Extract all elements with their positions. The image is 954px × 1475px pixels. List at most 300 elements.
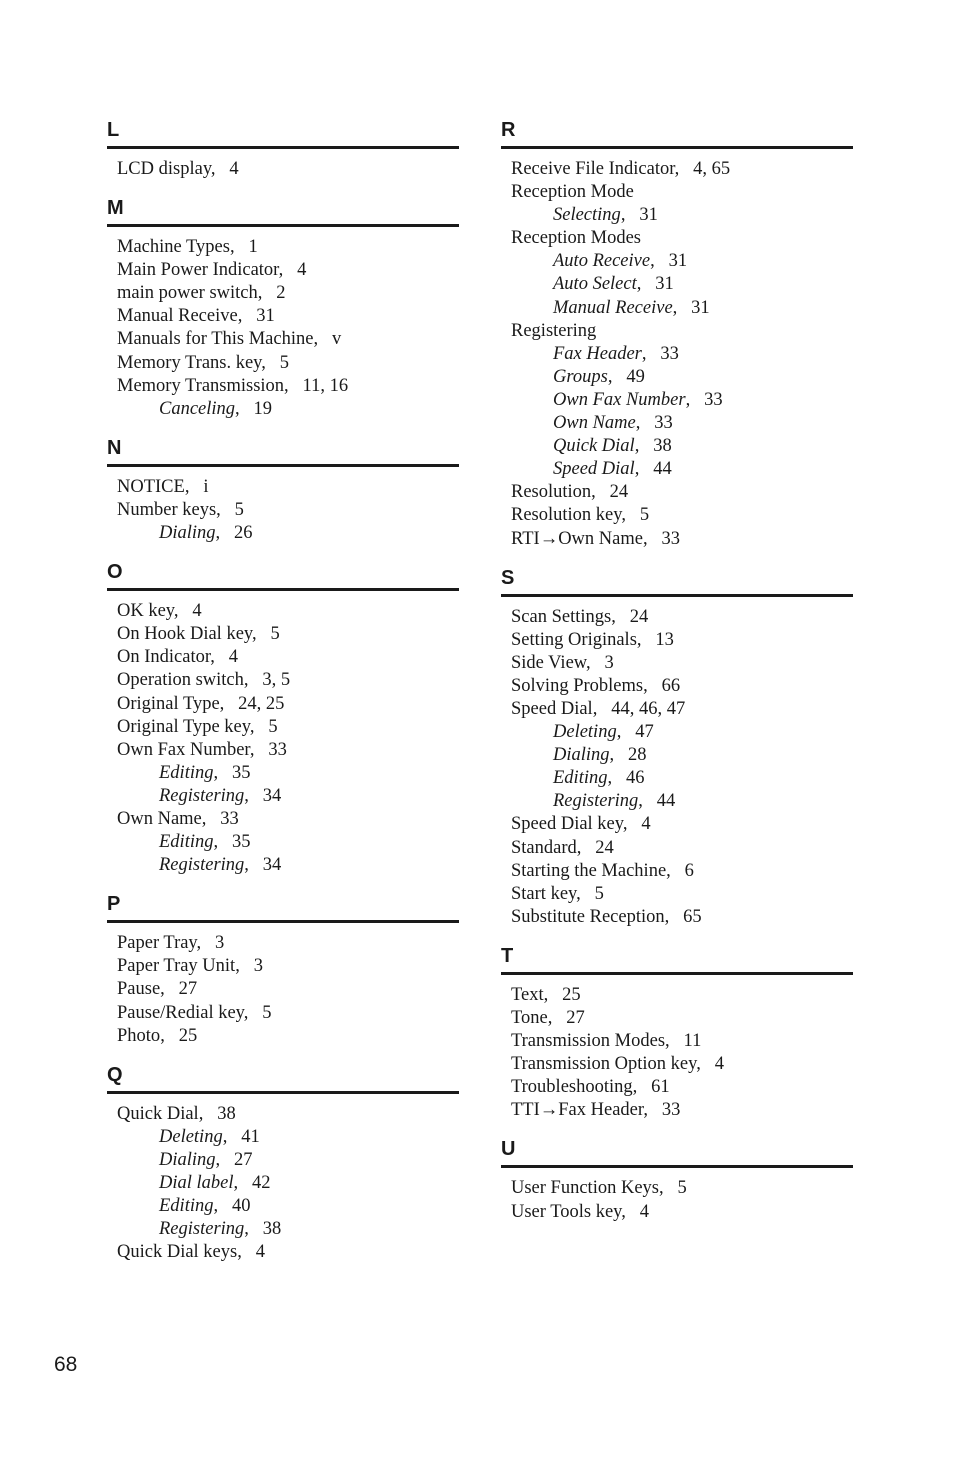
entry-term: Own Fax Number: [553, 389, 686, 410]
entry-page-refs: 4: [229, 159, 239, 179]
entry-page-refs: 33: [704, 389, 723, 410]
index-subentry: [501, 297, 853, 320]
entry-separator: ,: [210, 647, 229, 668]
index-subentry: [501, 721, 853, 744]
index-subentry: [501, 435, 853, 458]
entry-separator: ,: [685, 389, 705, 410]
index-entry: [501, 629, 853, 652]
index-subentry: [107, 831, 459, 854]
index-entry: [107, 739, 459, 762]
entry-separator: ,: [634, 459, 654, 480]
entry-separator: ,: [591, 482, 610, 503]
index-entry: [501, 606, 853, 629]
index-subentry: [501, 412, 853, 435]
entry-term: Paper Tray: [117, 933, 197, 954]
entry-separator: ,: [592, 698, 612, 719]
entry-term: Memory Transmission: [117, 375, 285, 396]
entry-term: Editing: [553, 768, 608, 789]
index-entry: [501, 883, 853, 906]
section-letter: O: [107, 561, 123, 584]
index-entry: [107, 646, 459, 669]
index-subentry: [501, 744, 853, 767]
index-entry-list: [107, 923, 459, 1059]
entry-separator: ,: [643, 1100, 662, 1121]
entry-page-refs: 33: [220, 808, 239, 829]
entry-term: Quick Dial keys: [117, 1242, 238, 1263]
entry-separator: ,: [213, 1196, 232, 1217]
entry-page-refs: 19: [253, 398, 273, 419]
entry-term: Resolution: [511, 482, 592, 503]
entry-term: Pause/Redial key: [117, 1002, 244, 1023]
entry-page-refs: 4: [714, 1054, 724, 1075]
entry-separator: ,: [243, 670, 263, 691]
entry-term: Registering: [511, 320, 597, 341]
entry-separator: ,: [244, 855, 263, 876]
index-subentry: [107, 1172, 459, 1195]
entry-page-refs: 5: [270, 624, 280, 645]
index-entry: [107, 623, 459, 646]
index-section: [107, 433, 459, 557]
entry-term: Text: [511, 984, 544, 1005]
entry-page-refs: 33: [661, 528, 680, 549]
entry-separator: ,: [216, 499, 235, 520]
entry-term: Number keys: [117, 499, 217, 520]
entry-term: Setting Originals: [511, 629, 637, 650]
index-entry: [107, 978, 459, 1001]
index-entry: [501, 652, 853, 675]
index-section: [107, 115, 459, 193]
entry-page-refs: v: [331, 329, 342, 350]
index-entry: [107, 1002, 459, 1025]
entry-separator: ,: [643, 675, 662, 696]
entry-term: Own Fax Number: [117, 739, 250, 760]
entry-separator: ,: [616, 722, 636, 743]
entry-term: Groups: [553, 366, 608, 387]
entry-separator: ,: [664, 906, 684, 927]
entry-separator: ,: [278, 260, 298, 281]
entry-separator: ,: [213, 832, 232, 853]
entry-page-refs: 66: [661, 675, 681, 696]
entry-separator: ,: [576, 883, 595, 904]
entry-term: Dialing: [159, 523, 216, 544]
entry-separator: ,: [235, 956, 254, 977]
entry-page-refs: 40: [231, 1196, 251, 1217]
entry-separator: ,: [222, 1126, 242, 1147]
entry-term: Auto Receive: [553, 251, 651, 272]
index-subentry: [107, 398, 459, 421]
entry-term: Start key: [511, 883, 577, 904]
index-subentry: [501, 343, 853, 366]
index-entry: [107, 352, 459, 375]
index-section: [107, 889, 459, 1059]
index-subentry: [501, 204, 853, 227]
entry-separator: ,: [249, 739, 269, 760]
entry-page-refs: 35: [231, 832, 251, 853]
entry-page-refs: 33: [661, 1100, 681, 1121]
index-entry: [107, 716, 459, 739]
index-entry: [107, 158, 459, 181]
entry-page-refs: 46: [625, 768, 645, 789]
entry-term: TTI→Fax Header: [511, 1100, 644, 1121]
index-entry: [501, 984, 853, 1007]
entry-term: Quick Dial: [553, 436, 635, 457]
index-subentry: [107, 762, 459, 785]
entry-term: Quick Dial: [117, 1103, 199, 1124]
entry-page-refs: 11, 16: [302, 375, 349, 396]
index-column-left: [107, 115, 459, 1276]
entry-page-refs: 31: [256, 306, 275, 327]
entry-separator: ,: [237, 1242, 256, 1263]
entry-term: Own Name: [553, 413, 636, 434]
entry-term: Registering: [159, 785, 245, 806]
entry-page-refs: 25: [178, 1025, 198, 1046]
entry-page-refs: 47: [635, 722, 654, 743]
index-entry: [107, 1103, 459, 1126]
index-entry-list: [107, 149, 459, 193]
entry-separator: ,: [160, 1025, 179, 1046]
index-entry: [501, 528, 853, 551]
entry-separator: ,: [607, 768, 626, 789]
entry-page-refs: 33: [268, 739, 287, 760]
index-entry-list: [501, 149, 853, 563]
entry-term: Editing: [159, 762, 214, 783]
entry-separator: ,: [243, 1002, 263, 1023]
entry-term: Own Name: [117, 808, 202, 829]
section-letter: U: [501, 1138, 516, 1161]
index-subentry: [107, 522, 459, 545]
entry-page-refs: 3, 5: [262, 670, 291, 691]
index-section: [501, 563, 853, 941]
entry-separator: ,: [244, 1219, 263, 1240]
entry-page-refs: 38: [653, 436, 672, 457]
entry-separator: ,: [251, 624, 271, 645]
entry-page-refs: 3: [253, 956, 263, 977]
entry-separator: ,: [160, 979, 179, 1000]
entry-separator: ,: [184, 476, 204, 497]
entry-term: Memory Trans. key: [117, 352, 262, 373]
entry-page-refs: 44: [653, 459, 672, 480]
entry-separator: ,: [261, 352, 280, 373]
entry-page-refs: 27: [566, 1008, 585, 1028]
entry-term: Paper Tray Unit: [117, 956, 236, 977]
index-entry: [107, 693, 459, 716]
entry-page-refs: 24: [629, 606, 649, 627]
entry-term: Dial label: [159, 1173, 234, 1193]
section-letter: L: [107, 119, 120, 141]
section-letter: R: [501, 119, 516, 141]
index-entry: [107, 282, 459, 305]
entry-separator: ,: [210, 159, 230, 179]
entry-page-refs: 24, 25: [238, 693, 285, 714]
entry-term: OK key: [117, 601, 174, 622]
entry-page-refs: 4: [255, 1242, 265, 1263]
index-entry: [107, 1025, 459, 1048]
entry-term: Original Type key: [117, 716, 250, 737]
index-entry-list: [501, 597, 853, 941]
entry-separator: ,: [696, 1054, 715, 1075]
entry-page-refs: 3: [604, 652, 614, 673]
entry-term: Solving Problems: [511, 675, 644, 696]
index-entry: [107, 932, 459, 955]
entry-term: Manual Receive: [553, 297, 673, 318]
entry-page-refs: 38: [217, 1103, 236, 1124]
index-entry: [501, 481, 853, 504]
section-letter: N: [107, 436, 122, 459]
entry-term: main power switch: [117, 283, 258, 304]
section-letter: P: [107, 893, 121, 916]
index-subentry: [501, 767, 853, 790]
entry-separator: ,: [674, 159, 694, 179]
entry-term: Auto Select: [553, 274, 637, 295]
entry-page-refs: 4: [192, 601, 202, 622]
entry-page-refs: 6: [684, 860, 694, 881]
entry-separator: ,: [665, 1031, 684, 1052]
index-entry: [501, 181, 853, 204]
entry-term: Reception Modes: [511, 228, 641, 249]
index-column-right: [501, 115, 853, 1236]
entry-term: On Indicator: [117, 647, 211, 668]
index-entry: [107, 305, 459, 328]
index-entry: [107, 375, 459, 398]
entry-term: Registering: [553, 791, 639, 812]
entry-page-refs: 61: [651, 1077, 670, 1098]
index-entry: [501, 158, 853, 181]
index-entry-list: [501, 1168, 853, 1235]
entry-separator: ,: [622, 814, 642, 835]
entry-term: Speed Dial key: [511, 814, 623, 835]
entry-separator: ,: [666, 860, 685, 881]
entry-page-refs: 5: [594, 883, 604, 904]
entry-page-refs: 4: [228, 647, 239, 668]
entry-term: LCD display: [117, 159, 211, 179]
entry-separator: ,: [229, 237, 249, 258]
entry-separator: ,: [235, 398, 254, 419]
entry-separator: ,: [215, 1149, 235, 1170]
entry-page-refs: 41: [241, 1126, 260, 1147]
entry-page-refs: 3: [214, 933, 225, 954]
section-letter: S: [501, 566, 515, 589]
section-letter: T: [501, 944, 514, 967]
index-section: [107, 1060, 459, 1277]
entry-term: Scan Settings: [511, 606, 612, 627]
entry-term: Main Power Indicator: [117, 260, 279, 281]
entry-separator: ,: [237, 306, 257, 327]
entry-separator: ,: [213, 762, 232, 783]
index-subentry: [501, 250, 853, 273]
index-subentry: [501, 389, 853, 412]
entry-page-refs: 26: [234, 523, 253, 544]
index-section: [501, 115, 853, 563]
entry-separator: ,: [201, 808, 221, 829]
entry-term: Starting the Machine: [511, 860, 667, 881]
entry-page-refs: 5: [279, 352, 289, 373]
index-entry: [107, 236, 459, 259]
entry-page-refs: 5: [268, 716, 278, 737]
entry-term: Transmission Option key: [511, 1054, 697, 1075]
entry-term: Deleting: [159, 1126, 223, 1147]
entry-separator: ,: [547, 1008, 567, 1028]
index-entry-list: [501, 975, 853, 1135]
entry-term: Receive File Indicator: [511, 159, 675, 179]
index-entry: [501, 504, 853, 527]
entry-term: Side View: [511, 652, 586, 673]
index-entry: [107, 808, 459, 831]
index-entry: [107, 600, 459, 623]
entry-separator: ,: [621, 1201, 640, 1222]
entry-separator: ,: [313, 329, 332, 350]
index-entry-list: [107, 591, 459, 889]
index-entry: [107, 669, 459, 692]
entry-page-refs: 5: [677, 1178, 687, 1199]
entry-page-refs: 4: [297, 260, 307, 281]
entry-term: Manuals for This Machine: [117, 329, 314, 350]
entry-separator: ,: [215, 523, 235, 544]
entry-separator: ,: [658, 1178, 678, 1199]
index-entry: [107, 259, 459, 282]
entry-page-refs: 31: [639, 205, 658, 226]
entry-separator: ,: [611, 606, 630, 627]
entry-term: Substitute Reception: [511, 906, 665, 927]
entry-page-refs: 4, 65: [693, 159, 731, 179]
index-entry: [107, 328, 459, 351]
entry-page-refs: 44: [656, 791, 676, 812]
entry-term: Pause: [117, 979, 161, 1000]
entry-term: Dialing: [159, 1149, 216, 1170]
index-subentry: [107, 854, 459, 877]
index-section: [501, 941, 853, 1135]
page-number: 68: [54, 1353, 78, 1376]
entry-term: Reception Mode: [511, 182, 634, 203]
entry-page-refs: 34: [262, 785, 282, 806]
entry-page-refs: 4: [641, 814, 651, 835]
entry-term: NOTICE: [117, 476, 185, 497]
entry-separator: ,: [284, 375, 303, 396]
entry-separator: ,: [609, 745, 629, 766]
entry-term: Selecting: [553, 205, 621, 226]
entry-term: Registering: [159, 1219, 245, 1240]
entry-separator: ,: [233, 1173, 253, 1193]
entry-term: Original Type: [117, 693, 220, 714]
entry-term: Fax Header: [553, 343, 642, 364]
index-entry: [501, 1177, 853, 1200]
index-entry: [501, 227, 853, 250]
index-entry: [501, 906, 853, 929]
entry-term: Standard: [511, 837, 577, 858]
entry-separator: ,: [543, 984, 563, 1005]
index-entry: [501, 675, 853, 698]
entry-term: User Function Keys: [511, 1178, 659, 1199]
entry-page-refs: 31: [691, 297, 710, 318]
entry-separator: ,: [219, 693, 239, 714]
index-entry: [501, 1201, 853, 1224]
index-entry: [107, 476, 459, 499]
index-subentry: [501, 366, 853, 389]
index-entry: [501, 1076, 853, 1099]
entry-page-refs: 5: [262, 1002, 272, 1023]
entry-page-refs: 33: [660, 343, 679, 364]
index-entry: [501, 320, 853, 343]
entry-page-refs: 13: [655, 629, 674, 650]
index-entry: [501, 1030, 853, 1053]
entry-page-refs: 31: [668, 251, 688, 272]
index-subentry: [501, 458, 853, 481]
entry-separator: ,: [620, 205, 640, 226]
entry-page-refs: 1: [248, 237, 258, 258]
entry-page-refs: i: [203, 476, 209, 497]
entry-page-refs: 38: [262, 1219, 282, 1240]
entry-separator: ,: [638, 791, 657, 812]
index-section: [107, 193, 459, 433]
entry-term: Editing: [159, 832, 214, 853]
entry-term: Canceling: [159, 398, 236, 419]
section-letter: M: [107, 197, 124, 220]
index-entry: [501, 837, 853, 860]
index-section: [501, 1134, 853, 1235]
entry-term: Speed Dial: [553, 459, 635, 480]
index-entry: [107, 499, 459, 522]
entry-separator: ,: [635, 413, 655, 434]
index-entry: [501, 698, 853, 721]
entry-separator: ,: [636, 274, 656, 295]
entry-page-refs: 34: [262, 855, 282, 876]
entry-page-refs: 31: [655, 274, 674, 295]
entry-page-refs: 35: [231, 762, 251, 783]
index-entry: [501, 813, 853, 836]
entry-term: Machine Types: [117, 237, 230, 258]
entry-term: Photo: [117, 1025, 161, 1046]
entry-page-refs: 27: [178, 979, 198, 1000]
entry-page-refs: 27: [234, 1149, 253, 1170]
entry-separator: ,: [196, 933, 215, 954]
entry-separator: ,: [632, 1077, 652, 1098]
entry-term: Deleting: [553, 722, 617, 743]
entry-separator: ,: [198, 1103, 218, 1124]
entry-term: Manual Receive: [117, 306, 238, 327]
entry-page-refs: 24: [609, 482, 629, 503]
entry-term: Resolution key: [511, 505, 622, 526]
index-section: [107, 557, 459, 889]
entry-separator: ,: [576, 837, 596, 858]
entry-page-refs: 25: [562, 984, 581, 1005]
entry-term: Dialing: [553, 745, 610, 766]
entry-term: Registering: [159, 855, 245, 876]
entry-term: User Tools key: [511, 1201, 622, 1222]
index-subentry: [501, 273, 853, 296]
entry-page-refs: 28: [628, 745, 647, 766]
entry-term: Editing: [159, 1196, 214, 1217]
index-subentry: [107, 1195, 459, 1218]
entry-term: Transmission Modes: [511, 1031, 666, 1052]
entry-term: RTI→Own Name: [511, 528, 643, 549]
entry-page-refs: 42: [252, 1173, 271, 1193]
entry-page-refs: 24: [595, 837, 614, 858]
entry-page-refs: 33: [654, 413, 673, 434]
entry-page-refs: 5: [234, 499, 244, 520]
entry-term: Tone: [511, 1008, 548, 1028]
index-entry-list: [107, 227, 459, 433]
entry-separator: ,: [249, 716, 269, 737]
index-subentry: [107, 1126, 459, 1149]
index-subentry: [107, 1218, 459, 1241]
index-entry-list: [107, 1094, 459, 1277]
index-subentry: [107, 785, 459, 808]
index-entry: [107, 1241, 459, 1264]
entry-page-refs: 5: [639, 505, 650, 526]
entry-separator: ,: [173, 601, 193, 622]
entry-separator: ,: [634, 436, 654, 457]
entry-separator: ,: [641, 343, 661, 364]
index-entry: [107, 955, 459, 978]
